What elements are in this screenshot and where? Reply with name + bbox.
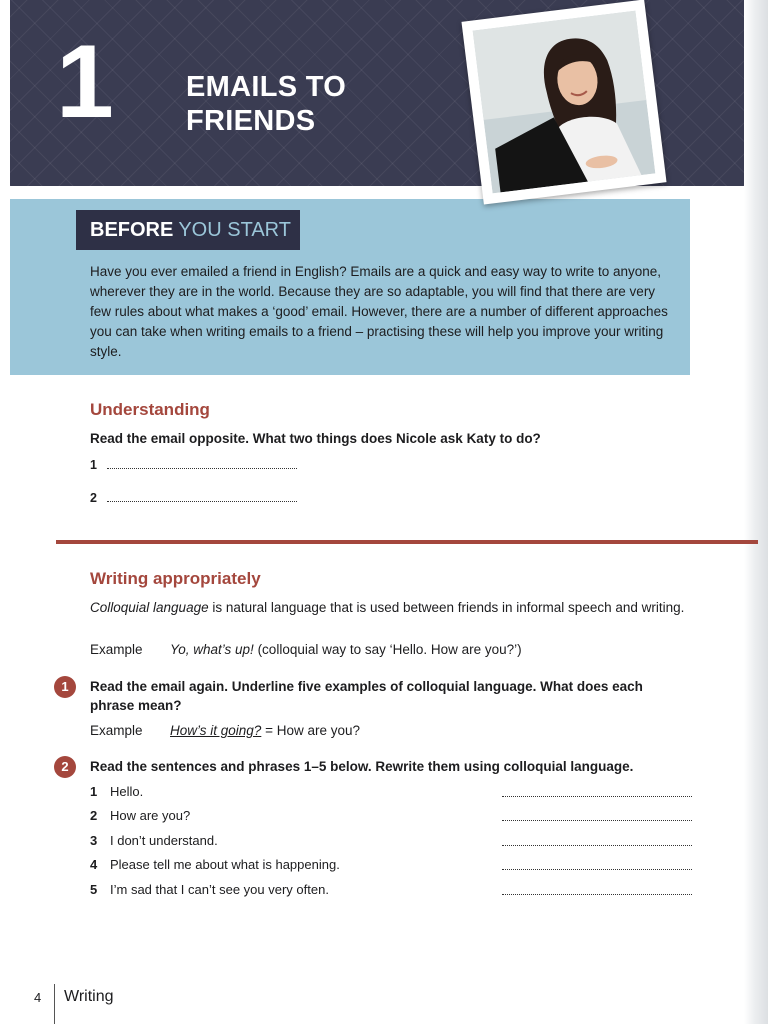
sentence-text: I don’t understand. (110, 833, 218, 848)
page-number: 4 (34, 990, 42, 1005)
before-label-bold: BEFORE (90, 219, 174, 241)
page-edge-shadow (744, 0, 768, 1024)
answer-blank[interactable] (502, 796, 692, 797)
example-rest: (colloquial way to say ‘Hello. How are you?’) (253, 642, 522, 657)
example-italic: Yo, what’s up! (170, 642, 254, 657)
task-number-badge-1: 1 (54, 676, 76, 698)
answer-blank[interactable] (502, 894, 692, 895)
task-1-instruction: Read the email again. Underline five examples of colloquial language. What does each phrase mean? (90, 679, 643, 713)
example-label: Example (90, 642, 143, 657)
chapter-title (186, 70, 346, 138)
answer-blank[interactable] (502, 820, 692, 821)
sentence-text: Please tell me about what is happening. (110, 857, 340, 872)
understanding-question: Read the email opposite. What two things does Nicole ask Katy to do? (90, 431, 541, 446)
before-you-start-text: Have you ever emailed a friend in English? Emails are a quick and easy way to write to anyone, wherever they are in the world. Because they are so adaptable, you will find that there are very few rules about what makes a ‘good’ email. However, there are a number of different approaches you can take when writing emails to a friend – practising these will help you improve your writing style. (90, 264, 668, 359)
writing-appropriately-heading: Writing appropriately (90, 569, 261, 588)
example-row-2 (90, 723, 360, 738)
definition-term: Colloquial language (90, 600, 209, 615)
woman-with-laptop-image (473, 11, 656, 194)
sentence-number: 3 (90, 833, 98, 848)
section-divider (56, 540, 758, 544)
task-2-instruction: Read the sentences and phrases 1–5 below. Rewrite them using colloquial language. (90, 759, 634, 774)
chapter-number: 1 (56, 24, 114, 140)
definition-rest: is natural language that is used between friends in informal speech and writing. (208, 600, 685, 615)
understanding-heading: Understanding (90, 400, 210, 419)
sentence-row (90, 857, 692, 875)
task-number-badge-2: 2 (54, 756, 76, 778)
chapter-title-line1: EMAILS TO (186, 71, 347, 103)
sentence-row (90, 808, 692, 826)
chapter-photo (461, 0, 666, 205)
example-italic: How’s it going? (170, 723, 262, 738)
answer-blank[interactable] (107, 491, 297, 502)
answer-blank[interactable] (107, 458, 297, 469)
sentence-text: Hello. (110, 784, 144, 799)
sentence-text: How are you? (110, 808, 191, 823)
footer-divider (54, 984, 55, 1024)
answer-line-1[interactable] (90, 458, 297, 472)
example-rest: = How are you? (261, 723, 360, 738)
sentence-row (90, 784, 692, 802)
example-row-1 (90, 642, 522, 657)
answer-number: 1 (90, 458, 97, 472)
before-you-start-label (76, 210, 300, 250)
sentence-row (90, 833, 692, 851)
chapter-title-line2: FRIENDS (186, 105, 316, 137)
before-label-light: YOU START (178, 219, 291, 241)
sentence-number: 2 (90, 808, 98, 823)
answer-number: 2 (90, 491, 97, 505)
example-label: Example (90, 723, 143, 738)
colloquial-definition (90, 598, 690, 617)
answer-blank[interactable] (502, 869, 692, 870)
sentence-row (90, 882, 692, 900)
sentence-text: I’m sad that I can’t see you very often. (110, 882, 329, 897)
answer-blank[interactable] (502, 845, 692, 846)
footer-section-label: Writing (64, 988, 114, 1005)
sentence-number: 5 (90, 882, 98, 897)
answer-line-2[interactable] (90, 491, 297, 505)
sentence-number: 1 (90, 784, 98, 799)
sentence-number: 4 (90, 857, 98, 872)
